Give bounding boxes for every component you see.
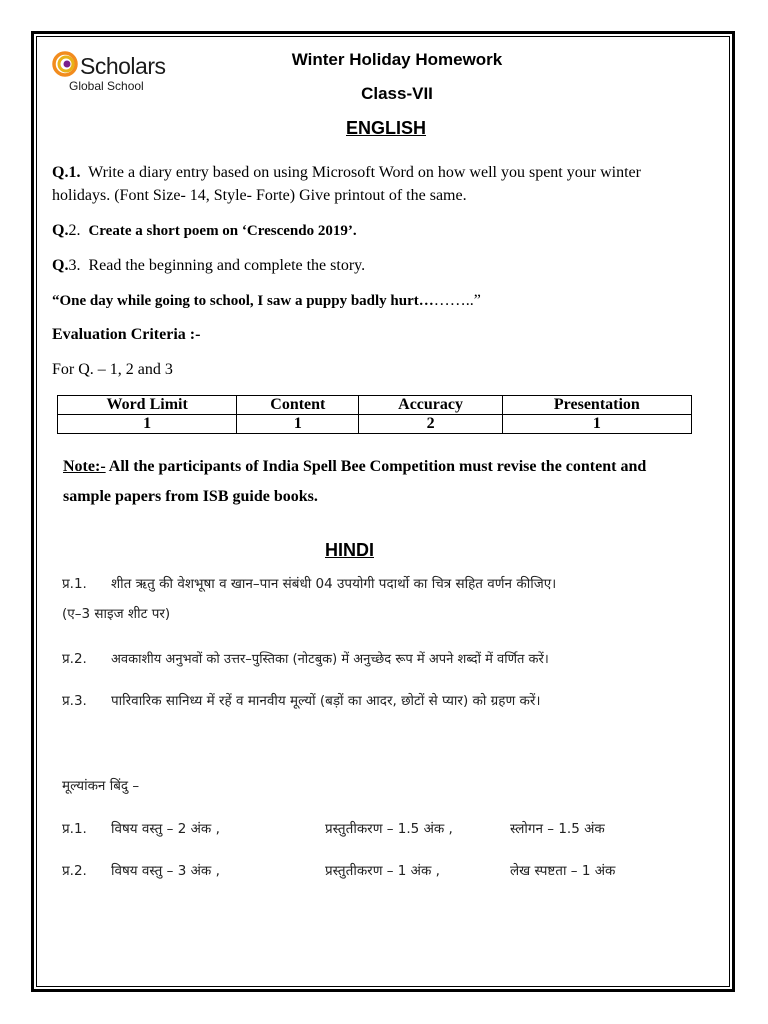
story-end: ……..”	[433, 292, 481, 309]
scholars-swirl-icon	[52, 50, 80, 78]
logo-subtitle: Global School	[69, 79, 144, 93]
school-logo	[52, 50, 182, 96]
hindi-eval1-presentation: प्रस्तुतीकरण – 1.5 अंक ,	[325, 821, 453, 837]
table-header-cell: Presentation	[502, 396, 691, 415]
table-header-cell: Accuracy	[359, 396, 502, 415]
story-start: “One day while going to school, I saw a puppy badly hurt…	[52, 293, 434, 309]
evaluation-criteria-heading: Evaluation Criteria :-	[52, 326, 201, 343]
q3-text: Read the beginning and complete the story.	[88, 257, 366, 274]
hindi-eval2-content: विषय वस्तु – 3 अंक ,	[111, 863, 220, 879]
hindi-eval2-presentation: प्रस्तुतीकरण – 1 अंक ,	[325, 863, 440, 879]
class-title: Class-VII	[361, 84, 433, 103]
evaluation-table	[57, 395, 692, 434]
hindi-eval2-clarity: लेख स्पष्टता – 1 अंक	[510, 863, 616, 879]
hindi-heading: HINDI	[325, 540, 374, 560]
q3-num: 3.	[68, 257, 81, 274]
q1-text-line1: Write a diary entry based on using Microsoft Word on how well you spent your winter	[88, 164, 641, 181]
table-cell: 1	[58, 415, 237, 434]
logo-name: Scholars	[80, 53, 166, 79]
hindi-eval1-label: प्र.1.	[62, 821, 87, 837]
for-questions-label: For Q. – 1, 2 and 3	[52, 361, 173, 378]
english-q1-line1	[52, 164, 641, 182]
table-row	[58, 415, 692, 434]
hindi-q1-line1: शीत ऋतु की वेशभूषा व खान–पान संबंधी 04 उपयोगी पदार्थो का चित्र सहित वर्णन कीजिए।	[111, 576, 557, 592]
hindi-q3-text: पारिवारिक सानिध्य में रहें व मानवीय मूल्यों (बड़ों का आदर, छोटों से प्यार) को ग्रहण करें।	[111, 693, 541, 709]
english-q2	[52, 222, 357, 240]
table-header-cell: Content	[237, 396, 359, 415]
hindi-q2-label: प्र.2.	[62, 651, 87, 667]
note-label: Note:-	[63, 458, 106, 475]
hindi-q1-line2: (ए–3 साइज शीट पर)	[62, 606, 171, 622]
hindi-evaluation-heading: मूल्यांकन बिंदु –	[62, 778, 140, 794]
table-header-row	[58, 396, 692, 415]
note-text-line1: All the participants of India Spell Bee Competition must revise the content and	[105, 458, 647, 475]
q3-label: Q.	[52, 257, 69, 274]
note-line2: sample papers from ISB guide books.	[63, 488, 318, 505]
table-cell: 1	[237, 415, 359, 434]
english-q3	[52, 257, 365, 275]
story-beginning	[52, 292, 481, 310]
hindi-q1-label: प्र.1.	[62, 576, 87, 592]
table-cell: 2	[359, 415, 502, 434]
q2-text: Create a short poem on ‘Crescendo 2019’.	[88, 223, 357, 239]
homework-title: Winter Holiday Homework	[291, 50, 503, 69]
note-line1	[63, 458, 646, 476]
q2-num: 2.	[68, 222, 81, 239]
hindi-eval1-content: विषय वस्तु – 2 अंक ,	[111, 821, 220, 837]
hindi-eval1-slogan: स्लोगन – 1.5 अंक	[510, 821, 605, 837]
q1-label: Q.1.	[52, 164, 81, 181]
english-q1-line2: holidays. (Font Size- 14, Style- Forte) Give printout of the same.	[52, 187, 467, 204]
english-heading: ENGLISH	[346, 118, 427, 138]
hindi-eval2-label: प्र.2.	[62, 863, 87, 879]
hindi-q2-text: अवकाशीय अनुभवों को उत्तर–पुस्तिका (नोटबुक) में अनुच्छेद रूप में अपने शब्दों में वर्णित करें।	[111, 652, 549, 667]
table-cell: 1	[502, 415, 691, 434]
hindi-q3-label: प्र.3.	[62, 693, 87, 709]
table-header-cell: Word Limit	[58, 396, 237, 415]
q2-label: Q.	[52, 222, 69, 239]
